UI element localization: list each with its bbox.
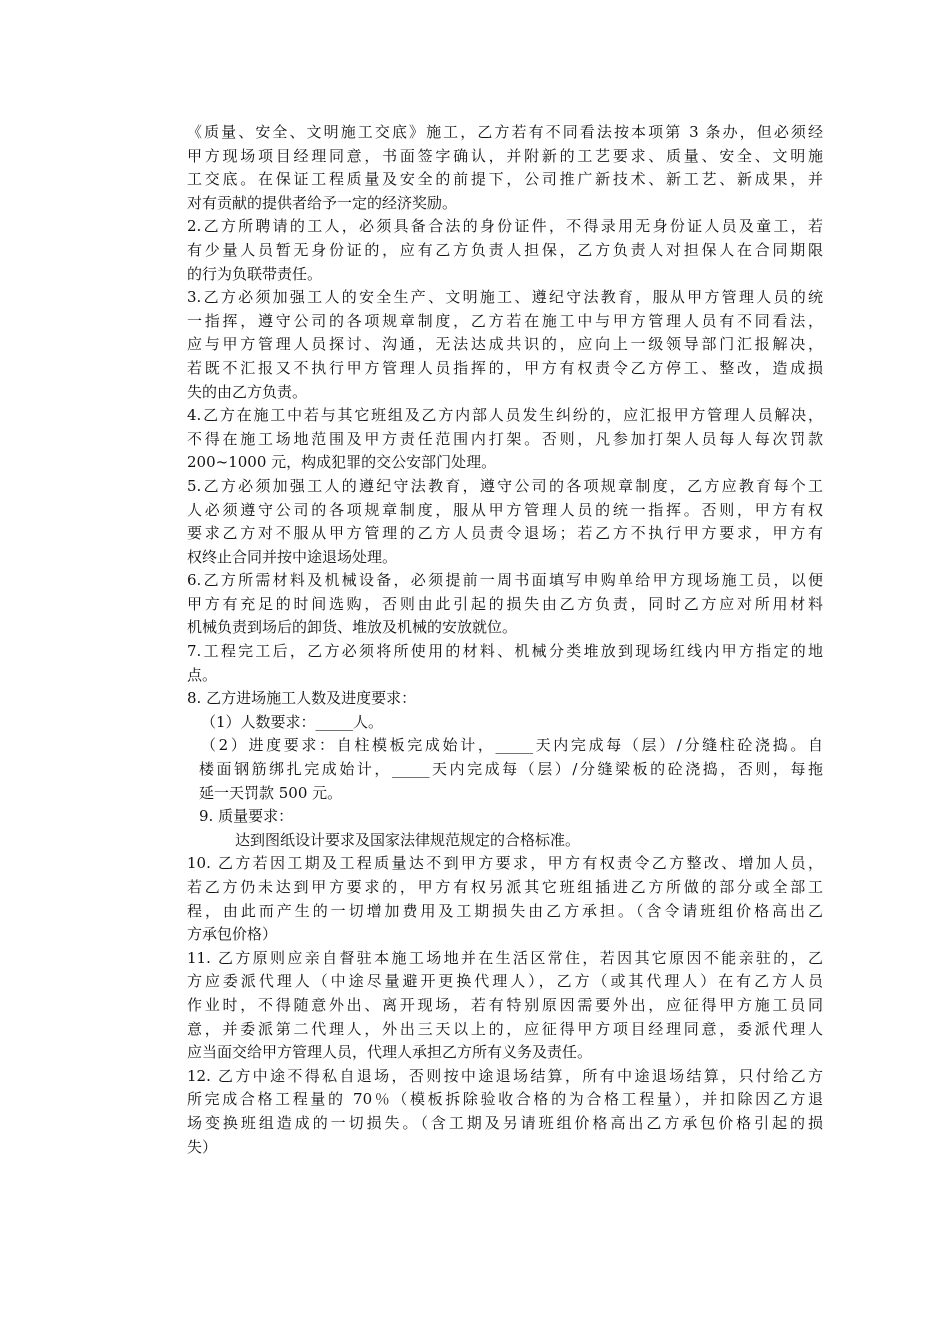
- text-line: 意，并委派第二代理人，外出三天以上的，应征得甲方项目经理同意，委派代理人: [187, 1019, 823, 1038]
- text-line: 方承包价格）: [187, 925, 278, 944]
- text-line: 4.乙方在施工中若与其它班组及乙方内部人员发生纠纷的，应汇报甲方管理人员解决，: [187, 406, 823, 425]
- text-line: 若既不汇报又不执行甲方管理人员指挥的，甲方有权责令乙方停工、整改，造成损: [187, 358, 823, 377]
- text-line: 甲方现场项目经理同意，书面签字确认，并附新的工艺要求、质量、安全、文明施: [187, 146, 823, 165]
- text-line: 一指挥，遵守公司的各项规章制度，乙方若在施工中与甲方管理人员有不同看法，: [187, 311, 823, 330]
- text-line: 点。: [187, 665, 218, 684]
- text-line: 达到图纸设计要求及国家法律规范规定的合格标准。: [235, 830, 581, 849]
- text-line: 6.乙方所需材料及机械设备，必须提前一周书面填写申购单给甲方现场施工员，以便: [187, 571, 823, 590]
- text-line: 应与甲方管理人员探讨、沟通，无法达成共识的，应向上一级领导部门汇报解决，: [187, 335, 823, 354]
- text-line: 7.工程完工后，乙方必须将所使用的材料、机械分类堆放到现场红线内甲方指定的地: [187, 642, 823, 661]
- text-line: 权终止合同并按中途退场处理。: [187, 547, 398, 566]
- text-line: 的行为负联带责任。: [187, 264, 323, 283]
- text-line: 3.乙方必须加强工人的安全生产、文明施工、遵纪守法教育，服从甲方管理人员的统: [187, 288, 823, 307]
- text-line: 有少量人员暂无身份证的，应有乙方负责人担保，乙方负责人对担保人在合同期限: [187, 240, 823, 259]
- text-line: 《质量、安全、文明施工交底》施工，乙方若有不同看法按本项第 3 条办，但必须经: [187, 123, 823, 141]
- text-line: （2）进度要求：自柱模板完成始计，_____天内完成每（层）/分缝柱砼浇捣。自: [201, 736, 823, 755]
- text-line: 要求乙方对不服从甲方管理的乙方人员责令退场；若乙方不执行甲方要求，甲方有: [187, 524, 823, 543]
- text-line: 人必须遵守公司的各项规章制度，服从甲方管理人员的统一指挥。否则，甲方有权: [187, 500, 823, 519]
- text-line: 5.乙方必须加强工人的遵纪守法教育，遵守公司的各项规章制度，乙方应教育每个工: [187, 476, 823, 495]
- text-line: 工交底。在保证工程质量及安全的前提下，公司推广新技术、新工艺、新成果，并: [187, 170, 823, 189]
- text-line: 机械负责到场后的卸货、堆放及机械的安放就位。: [187, 618, 518, 637]
- contract-body-text: [187, 121, 823, 1159]
- text-line: 作业时，不得随意外出、离开现场，若有特别原因需要外出，应征得甲方施工员同: [187, 995, 823, 1014]
- text-line: 楼面钢筋绑扎完成始计，_____天内完成每（层）/分缝梁板的砼浇捣，否则，每拖: [199, 760, 823, 779]
- text-line: 甲方有充足的时间选购，否则由此引起的损失由乙方负责，同时乙方应对所用材料: [187, 594, 823, 613]
- text-line: 失的由乙方负责。: [187, 382, 308, 401]
- text-line: 程，由此而产生的一切增加费用及工期损失由乙方承担。（含令请班组价格高出乙: [187, 901, 823, 920]
- text-line: 所完成合格工程量的 70％（模板拆除验收合格的为合格工程量），并扣除因乙方退: [187, 1090, 823, 1109]
- text-line: 8. 乙方进场施工人数及进度要求：: [187, 689, 417, 708]
- text-line: 对有贡献的提供者给予一定的经济奖励。: [187, 193, 458, 212]
- text-line: 9. 质量要求：: [199, 807, 294, 826]
- text-line: 失）: [187, 1137, 218, 1156]
- text-line: 不得在施工场地范围及甲方责任范围内打架。否则，凡参加打架人员每人每次罚款: [187, 429, 823, 448]
- text-line: 11. 乙方原则应亲自督驻本施工场地并在生活区常住，若因其它原因不能亲驻的，乙: [187, 948, 823, 967]
- text-line: 应当面交给甲方管理人员，代理人承担乙方所有义务及责任。: [187, 1043, 593, 1062]
- text-line: 200~1000 元，构成犯罪的交公安部门处理。: [187, 453, 497, 472]
- text-line: 方应委派代理人（中途尽量避开更换代理人），乙方（或其代理人）在有乙方人员: [187, 972, 823, 991]
- text-line: 10. 乙方若因工期及工程质量达不到甲方要求，甲方有权责令乙方整改、增加人员，: [187, 854, 823, 873]
- text-line: 若乙方仍未达到甲方要求的，甲方有权另派其它班组插进乙方所做的部分或全部工: [187, 878, 823, 896]
- text-line: 2.乙方所聘请的工人，必须具备合法的身份证件，不得录用无身份证人员及童工，若: [187, 217, 823, 236]
- text-line: 场变换班组造成的一切损失。（含工期及另请班组价格高出乙方承包价格引起的损: [187, 1113, 823, 1132]
- text-line: （1）人数要求：_____人。: [201, 712, 384, 731]
- text-line: 延一天罚款 500 元。: [199, 783, 343, 802]
- text-line: 12. 乙方中途不得私自退场，否则按中途退场结算，所有中途退场结算，只付给乙方: [187, 1066, 823, 1085]
